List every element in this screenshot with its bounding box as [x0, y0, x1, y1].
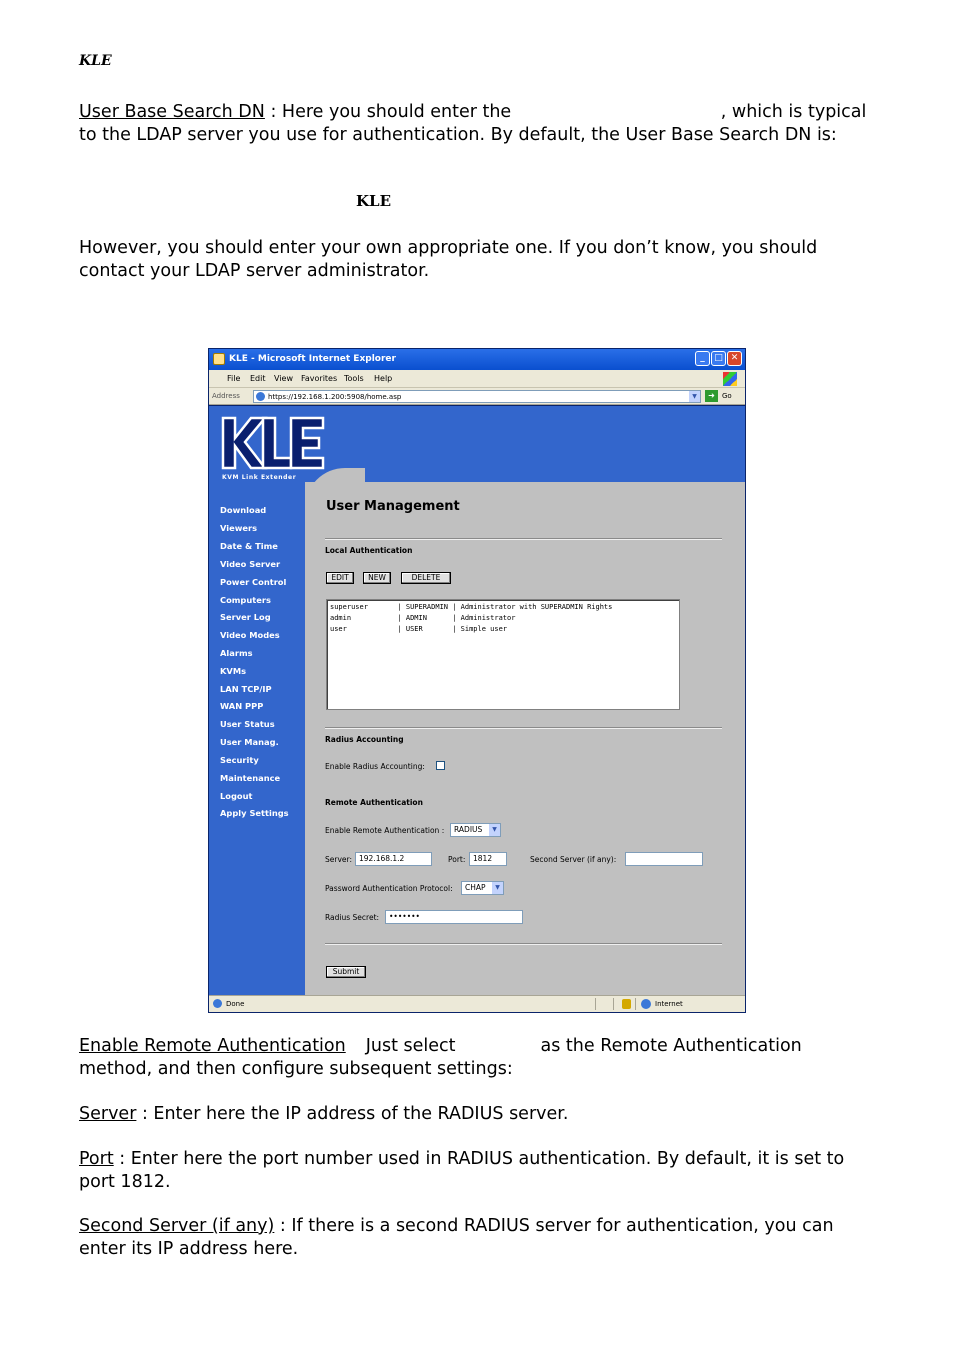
- nav-alarms[interactable]: Alarms: [220, 648, 253, 658]
- password-protocol-select[interactable]: [461, 881, 504, 895]
- second-server-text: : If there is a second RADIUS server for authentication, you can enter its IP address here.: [79, 1216, 834, 1259]
- enable-remote-auth-term: Enable Remote Authentication: [79, 1036, 346, 1056]
- radius-accounting-heading: Radius Accounting: [325, 735, 404, 744]
- menu-bar: [209, 370, 745, 388]
- user-management-content: [325, 496, 725, 986]
- ie-page-icon: [213, 353, 225, 365]
- remote-auth-method-select[interactable]: [450, 823, 501, 837]
- nav-video-server[interactable]: Video Server: [220, 559, 281, 569]
- intro-text-a: : Here you should enter the: [264, 102, 517, 122]
- password-protocol-label: Password Authentication Protocol:: [325, 884, 453, 893]
- page-icon: [213, 999, 222, 1008]
- page-title: User Management: [326, 499, 460, 514]
- submit-button[interactable]: Submit: [326, 966, 366, 978]
- zone-text: Internet: [655, 1000, 683, 1008]
- maximize-icon[interactable]: □: [711, 351, 726, 366]
- nav-computers[interactable]: Computers: [220, 595, 271, 605]
- nav-server-log[interactable]: Server Log: [220, 612, 271, 622]
- nav-user-manag[interactable]: User Manag.: [220, 737, 279, 747]
- globe-icon: [641, 999, 651, 1009]
- enable-remote-text-b: as the Remote Authentication method, and then configure subsequent settings:: [79, 1036, 802, 1079]
- windows-logo-icon: [723, 372, 737, 386]
- server-input[interactable]: 192.168.1.2: [355, 852, 432, 866]
- password-protocol-value: CHAP: [465, 883, 486, 892]
- nav-video-modes[interactable]: Video Modes: [220, 630, 280, 640]
- nav-viewers[interactable]: Viewers: [220, 523, 258, 533]
- port-text: : Enter here the port number used in RADIUS authentication. By default, it is set to port 1812.: [79, 1149, 845, 1192]
- divider: [325, 943, 722, 945]
- chevron-down-icon: ▼: [492, 882, 503, 894]
- nav-lan-tcpip[interactable]: LAN TCP/IP: [220, 684, 272, 694]
- nav-user-status[interactable]: User Status: [220, 719, 275, 729]
- address-label: Address: [212, 392, 240, 400]
- enable-remote-text-a: Just select: [365, 1036, 456, 1056]
- port-term: Port: [79, 1149, 114, 1169]
- window-title: KLE - Microsoft Internet Explorer: [229, 354, 396, 364]
- divider: [325, 727, 722, 729]
- status-text: Done: [226, 1000, 245, 1008]
- menu-help[interactable]: Help: [374, 374, 393, 383]
- list-item[interactable]: superuser | SUPERADMIN | Administrator with SUPERADMIN Rights: [330, 603, 613, 611]
- header-brand: KLE: [79, 53, 112, 69]
- server-label: Server:: [325, 855, 352, 864]
- server-paragraph: [79, 1103, 879, 1126]
- nav-logout[interactable]: Logout: [220, 791, 253, 801]
- remote-auth-method-value: RADIUS: [454, 825, 483, 834]
- go-button[interactable]: Go: [722, 392, 732, 400]
- list-item[interactable]: admin | ADMIN | Administrator: [330, 614, 516, 622]
- nav-security[interactable]: Security: [220, 755, 259, 765]
- enable-radius-accounting-label: Enable Radius Accounting:: [325, 762, 425, 771]
- divider: [613, 998, 614, 1010]
- close-icon[interactable]: ✕: [727, 351, 742, 366]
- radius-secret-label: Radius Secret:: [325, 913, 380, 922]
- remote-auth-heading: Remote Authentication: [325, 798, 423, 807]
- second-server-input[interactable]: [625, 852, 703, 866]
- enable-radius-accounting-checkbox[interactable]: [436, 761, 445, 770]
- nav-maintenance[interactable]: Maintenance: [220, 773, 281, 783]
- user-listbox[interactable]: [326, 599, 680, 710]
- second-server-label: Second Server (if any):: [530, 855, 617, 864]
- menu-edit[interactable]: Edit: [250, 374, 266, 383]
- port-paragraph: [79, 1148, 879, 1193]
- address-url: https://192.168.1.200:5908/home.asp: [268, 393, 402, 401]
- radius-secret-input[interactable]: •••••••: [385, 910, 523, 924]
- nav-apply-settings[interactable]: Apply Settings: [220, 808, 289, 818]
- menu-tools[interactable]: Tools: [344, 374, 364, 383]
- minimize-icon[interactable]: _: [695, 351, 710, 366]
- chevron-down-icon[interactable]: ▼: [689, 391, 700, 402]
- second-server-paragraph: [79, 1215, 879, 1260]
- lock-icon: [622, 999, 631, 1009]
- address-input[interactable]: [253, 390, 701, 403]
- status-bar: [209, 995, 745, 1012]
- second-server-term: Second Server (if any): [79, 1216, 275, 1236]
- default-dn-value: KLE: [356, 192, 392, 210]
- menu-view[interactable]: View: [274, 374, 293, 383]
- divider: [325, 538, 722, 540]
- kle-logo: [221, 414, 327, 472]
- enable-remote-auth-label: Enable Remote Authentication :: [325, 826, 445, 835]
- menu-file[interactable]: File: [227, 374, 241, 383]
- nav-power-control[interactable]: Power Control: [220, 577, 287, 587]
- user-base-dn-term: User Base Search DN: [79, 102, 265, 122]
- local-auth-heading: Local Authentication: [325, 546, 413, 555]
- enable-remote-auth-paragraph: [79, 1035, 879, 1080]
- server-text: : Enter here the IP address of the RADIUS server.: [136, 1104, 569, 1124]
- divider: [595, 998, 596, 1010]
- browser-window: [208, 348, 746, 1013]
- divider: [635, 998, 636, 1010]
- chevron-down-icon: ▼: [489, 824, 500, 836]
- nav-download[interactable]: Download: [220, 505, 267, 515]
- port-label: Port:: [448, 855, 466, 864]
- title-bar: [209, 349, 745, 370]
- port-input[interactable]: 1812: [469, 852, 507, 866]
- user-base-dn-paragraph: [79, 101, 879, 146]
- nav-date-time[interactable]: Date & Time: [220, 541, 278, 551]
- delete-button[interactable]: DELETE: [401, 572, 451, 584]
- edit-button[interactable]: EDIT: [326, 572, 354, 584]
- address-bar: [209, 388, 745, 405]
- page-icon: [256, 392, 265, 401]
- go-arrow-icon[interactable]: ➜: [705, 390, 718, 402]
- list-item[interactable]: user | USER | Simple user: [330, 625, 508, 633]
- server-term: Server: [79, 1104, 137, 1124]
- nav-kvms[interactable]: KVMs: [220, 666, 247, 676]
- nav-wan-ppp[interactable]: WAN PPP: [220, 701, 264, 711]
- new-button[interactable]: NEW: [363, 572, 391, 584]
- menu-favorites[interactable]: Favorites: [301, 374, 338, 383]
- logo-subtitle: KVM Link Extender: [222, 474, 297, 481]
- intro-text-b: , which is typical to the LDAP server you use for authentication. By default, the User Base Search DN is:: [79, 102, 867, 145]
- intro-note: However, you should enter your own appropriate one. If you don’t know, you should contact your LDAP server administrator.: [79, 238, 818, 281]
